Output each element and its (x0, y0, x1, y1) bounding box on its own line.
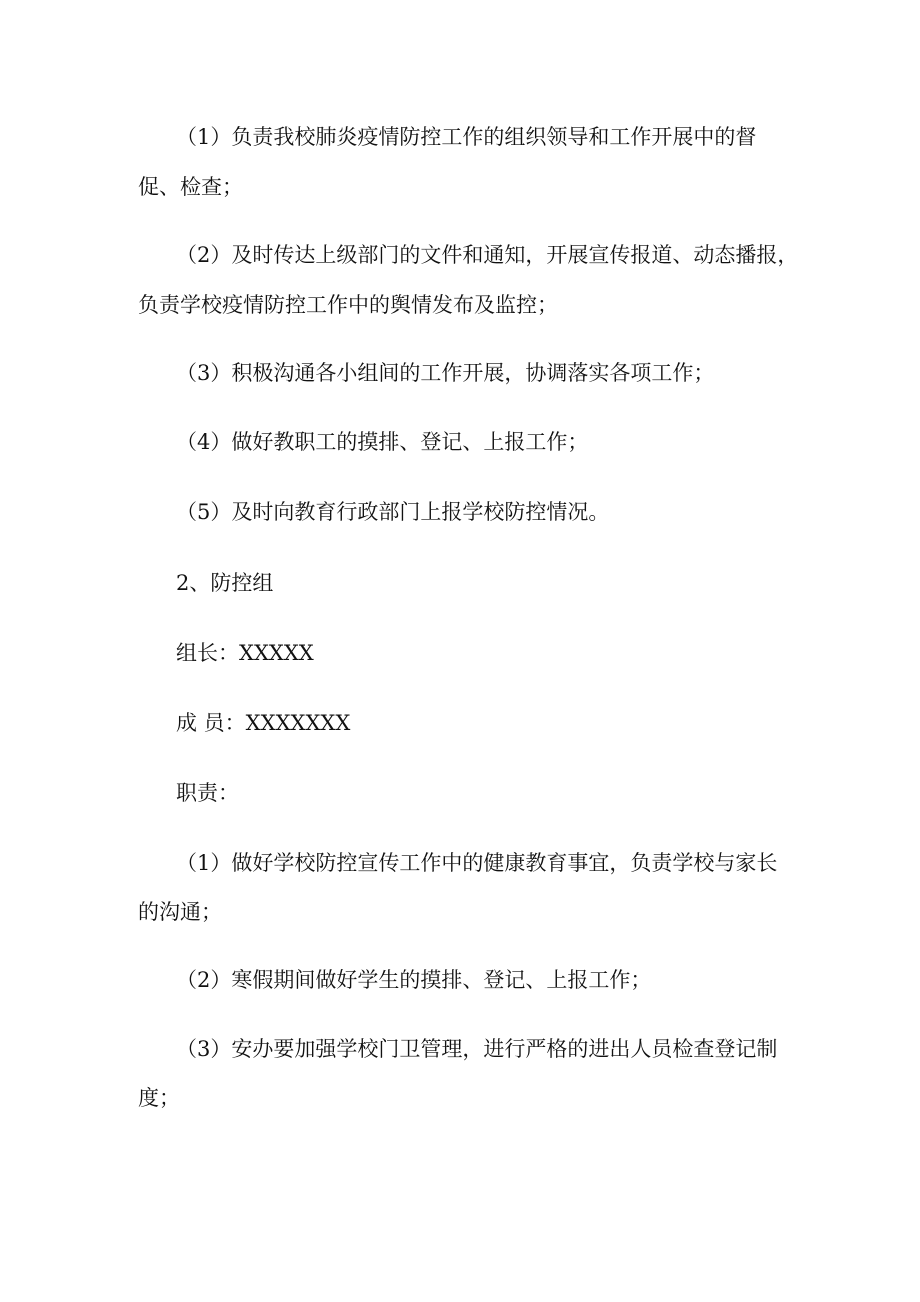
duty-3-line: （3）积极沟通各小组间的工作开展，协调落实各项工作； (176, 361, 715, 385)
duty-5-line: （5）及时向教育行政部门上报学校防控情况。 (176, 500, 610, 524)
duty-1-line-1: （1）负责我校肺炎疫情防控工作的组织领导和工作开展中的督 (176, 125, 757, 149)
prevention-duty-3-line-1: （3）安办要加强学校门卫管理，进行严格的进出人员检查登记制 (176, 1037, 778, 1061)
duty-2-line-2: 负责学校疫情防控工作中的舆情发布及监控； (138, 293, 558, 317)
duty-4-line: （4）做好教职工的摸排、登记、上报工作； (176, 430, 589, 454)
section-heading: 2、防控组 (176, 571, 274, 595)
group-leader-line: 组长：XXXXX (176, 641, 314, 665)
prevention-duty-1-line-1: （1）做好学校防控宣传工作中的健康教育事宜，负责学校与家长 (176, 851, 778, 875)
responsibilities-heading: 职责： (176, 781, 239, 805)
prevention-duty-1-line-2: 的沟通； (138, 900, 222, 924)
prevention-duty-3-line-2: 度； (138, 1086, 180, 1110)
duty-1-line-2: 促、检查； (138, 175, 243, 199)
duty-2-line-1: （2）及时传达上级部门的文件和通知，开展宣传报道、动态播报， (176, 243, 799, 267)
group-members-line: 成 员：XXXXXXX (176, 711, 351, 735)
prevention-duty-2-line: （2）寒假期间做好学生的摸排、登记、上报工作； (176, 968, 652, 992)
